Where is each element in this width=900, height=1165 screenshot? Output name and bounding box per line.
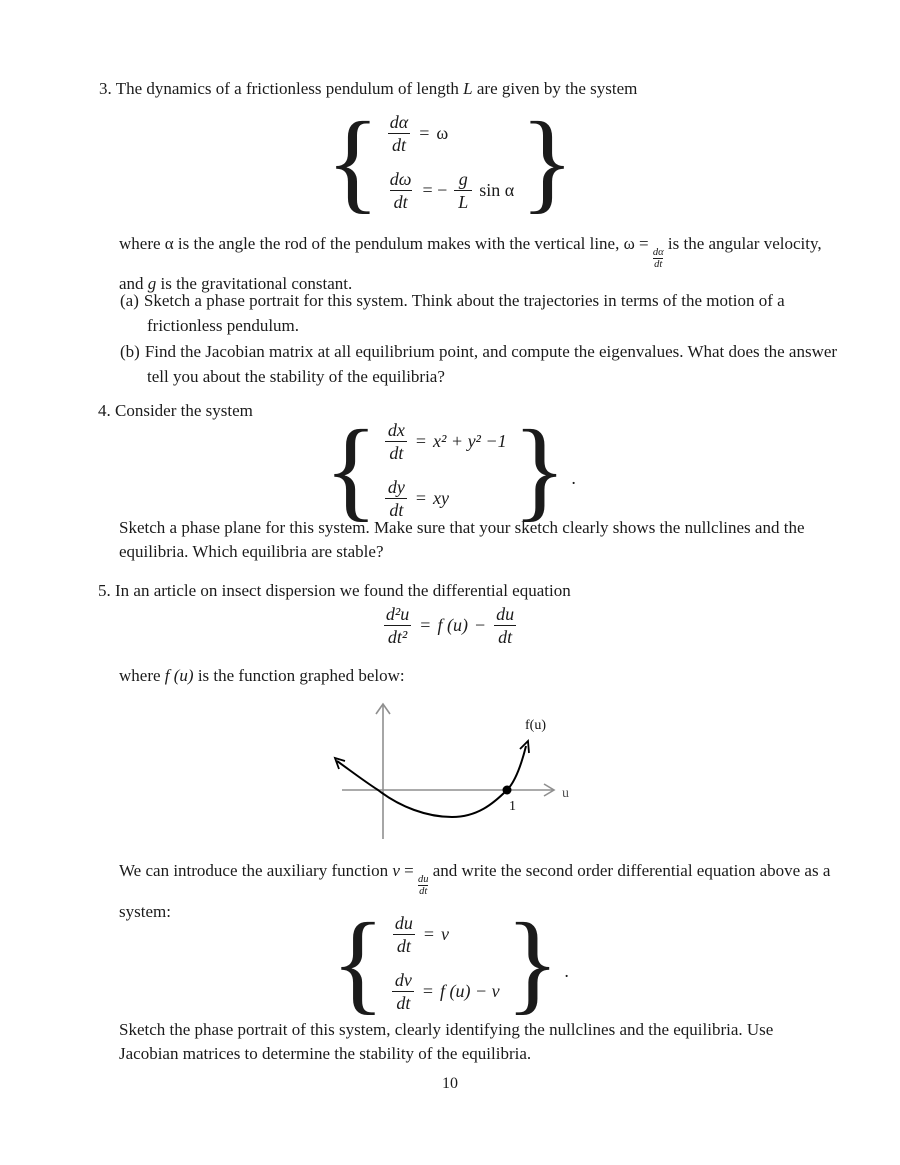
fraction-du-dt: $\frac{du}{dt}$ — [391, 913, 417, 956]
problem5-equation: $\frac{\text{d²u}}{\text{dt²}}$ = f (u) − $\frac{du}{dt}$ — [0, 604, 900, 647]
problem4-paragraph: Sketch a phase plane for this system. Make sure that your sketch clearly shows the nullclines and the equilibria. Which equilibria are stable? — [119, 518, 805, 561]
problem3-eq-row1: $\frac{d\alpha}{dt}$ = ω — [386, 112, 448, 155]
fraction-domega-dt: $\frac{d\omega}{dt}$ — [389, 168, 412, 212]
problem3-equation — [0, 100, 900, 224]
inline-fraction-dalpha-dt: $\frac{d\alpha}{dt}$ — [652, 247, 664, 271]
fraction-d2u-dt2: $\frac{\text{d²u}}{\text{dt²}}$ — [385, 604, 410, 648]
problem3-item-b: (b) Find the Jacobian matrix at all equilibrium point, and compute the eigenvalues. What does the answer tell you about the stability of the equilibria? — [120, 342, 838, 386]
problem4-eq-row1: $\frac{dx}{dt}$ = x² + y² −1 — [384, 420, 507, 463]
problem3-heading-var: L — [463, 79, 473, 98]
problem3-paragraph: where α is the angle the rod of the pendulum makes with the vertical line, ω = $\frac{d\alpha}{dt}$ is the angular velocity, and g is the gravitational constant. — [119, 234, 822, 293]
page-number: 10 — [442, 1075, 458, 1092]
left-brace: { — [324, 408, 378, 532]
problem5-eq-row2: $\frac{dv}{dt}$ = f (u) − v — [391, 970, 500, 1013]
left-brace: { — [325, 100, 380, 224]
problem3-item-a: (a) Sketch a phase portrait for this system. Think about the trajectories in terms of the motion of a frictionless pendulum. — [120, 291, 785, 335]
equation-period: . — [564, 960, 569, 981]
curve-f-of-u — [337, 746, 526, 817]
function-graph — [330, 700, 572, 841]
problem5-paragraph3: Sketch the phase portrait of this system, clearly identifying the nullclines and the equilibria. Use Jacobian matrices to determine the stability of the equilibria. — [119, 1020, 774, 1063]
problem5-heading: 5. In an article on insect dispersion we found the differential equation — [98, 581, 571, 600]
right-brace: } — [512, 408, 567, 532]
problem5-paragraph2: We can introduce the auxiliary function v = $\frac{du}{dt}$ and write the second order differential equation above as a system: — [119, 861, 831, 921]
problem5-paragraph1: where f (u) is the function graphed below: — [119, 666, 405, 685]
problem3-heading-pre: 3. The dynamics of a frictionless pendulum of length — [99, 79, 464, 98]
fraction-dalpha-dt: $\frac{d\alpha}{dt}$ — [389, 112, 409, 156]
problem4-eq-row2: $\frac{dy}{dt}$ = xy — [384, 477, 449, 520]
problem3-eq-row2: $\frac{d\omega}{dt}$ = − $\frac{g}{L}$ sin α — [386, 169, 514, 212]
problem4-heading: 4. Consider the system — [98, 401, 253, 420]
equilibrium-dot — [503, 786, 512, 795]
fraction-dx-dt: $\frac{dx}{dt}$ — [384, 420, 409, 463]
point-label: 1 — [509, 799, 516, 814]
right-brace: } — [520, 100, 574, 224]
problem3-heading — [99, 76, 859, 101]
equation-period: . — [571, 467, 576, 488]
right-brace: } — [505, 901, 560, 1025]
inline-fraction-du-dt: $\frac{du}{dt}$ — [418, 874, 429, 898]
fraction-dy-dt: $\frac{dy}{dt}$ — [384, 477, 409, 520]
problem5-eq-row1: $\frac{du}{dt}$ = v — [391, 913, 449, 956]
x-axis-label: u — [562, 786, 569, 801]
fraction-dv-dt: $\frac{dv}{dt}$ — [391, 970, 416, 1013]
problem5-system-equation — [0, 901, 900, 1025]
fraction-du-dt: $\frac{du}{dt}$ — [492, 604, 518, 647]
fraction-g-L: $\frac{g}{L}$ — [454, 169, 472, 212]
problem3-heading-post: are given by the system — [472, 79, 638, 98]
curve-label: f(u) — [525, 718, 546, 733]
left-brace: { — [331, 901, 385, 1025]
